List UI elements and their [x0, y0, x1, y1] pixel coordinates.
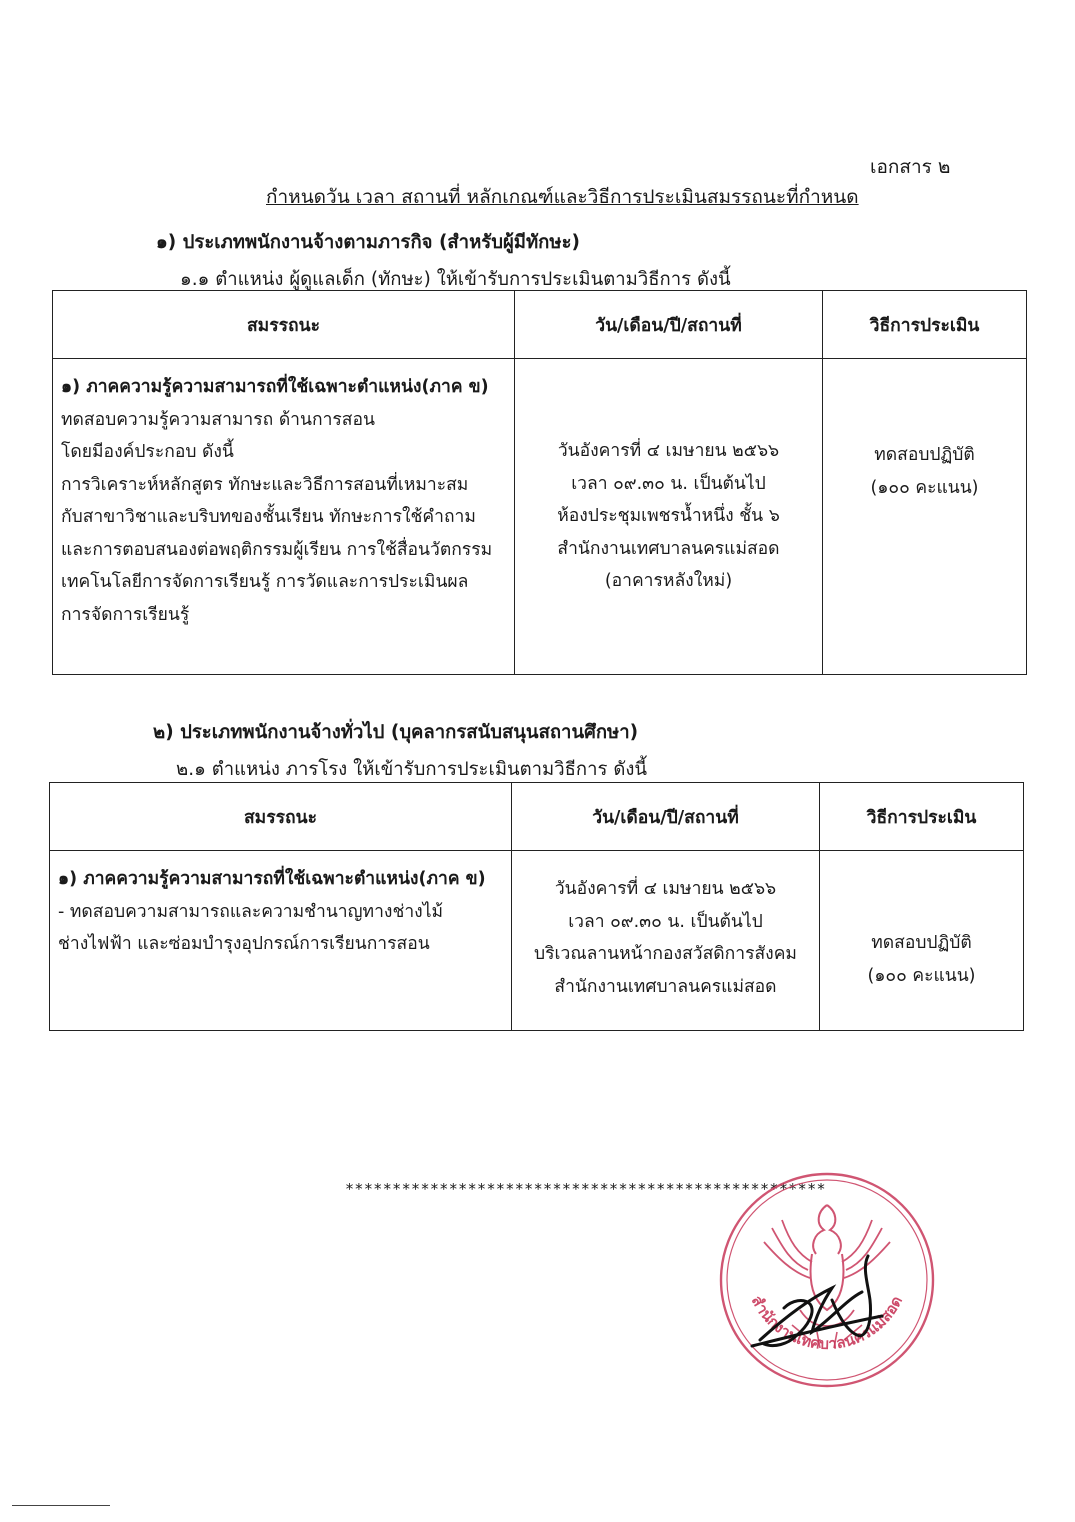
section1-subheading: ๑.๑ ตำแหน่ง ผู้ดูแลเด็ก (ทักษะ) ให้เข้ารับการประเมินตามวิธีการ ดังนี้ — [180, 269, 731, 290]
place-line: บริเวณลานหน้ากองสวัสดิการสังคม — [534, 944, 797, 964]
competency-title: ๑) ภาคความรู้ความสามารถที่ใช้เฉพาะตำแหน่ง(ภาค ข) — [61, 377, 489, 397]
bottom-margin-line — [12, 1505, 110, 1506]
section1-heading: ๑) ประเภทพนักงานจ้างตามภารกิจ (สำหรับผู้มีทักษะ) — [156, 232, 580, 253]
method-cell — [823, 359, 1027, 675]
table-header-row — [53, 291, 1027, 359]
place-line: สำนักงานเทศบาลนครแม่สอด — [554, 976, 777, 997]
header-competency: สมรรถนะ — [53, 291, 515, 359]
place-line: (อาคารหลังใหม่) — [604, 571, 733, 591]
competency-line: ทดสอบความรู้ความสามารถ ด้านการสอน — [61, 409, 375, 430]
table-row — [50, 851, 1024, 1031]
table-header-row — [50, 783, 1024, 851]
competency-line: และการตอบสนองต่อพฤติกรรมผู้เรียน การใช้สื่อนวัตกรรม — [61, 539, 493, 560]
header-method: วิธีการประเมิน — [823, 291, 1027, 359]
header-method: วิธีการประเมิน — [820, 783, 1024, 851]
competency-line: - ทดสอบความสามารถและความชำนาญทางช่างไม้ — [58, 901, 444, 922]
method-line: (๑๐๐ คะแนน) — [867, 965, 976, 986]
place-line: วันอังคารที่ ๔ เมษายน ๒๕๖๖ — [557, 441, 780, 461]
competency-cell — [50, 851, 512, 1031]
section2-table — [49, 782, 1024, 1031]
competency-line: การจัดการเรียนรู้ — [61, 604, 190, 625]
header-date-place: วัน/เดือน/ปี/สถานที่ — [515, 291, 823, 359]
competency-title: ๑) ภาคความรู้ความสามารถที่ใช้เฉพาะตำแหน่ง(ภาค ข) — [58, 869, 486, 889]
method-cell — [820, 851, 1024, 1031]
method-line: ทดสอบปฏิบัติ — [871, 933, 972, 953]
place-line: ห้องประชุมเพชรน้ำหนึ่ง ชั้น ๖ — [557, 506, 780, 526]
place-line: สำนักงานเทศบาลนครแม่สอด — [557, 538, 780, 559]
date-place-cell — [515, 359, 823, 675]
method-line: ทดสอบปฏิบัติ — [874, 445, 975, 465]
competency-cell — [53, 359, 515, 675]
document-code: เอกสาร ๒ — [870, 156, 951, 178]
competency-line: ช่างไฟฟ้า และซ่อมบำรุงอุปกรณ์การเรียนการสอน — [58, 934, 430, 954]
svg-text:สำนักงานเทศบาลนครแม่สอด — [748, 1293, 906, 1353]
place-line: เวลา ๐๙.๓๐ น. เป็นต้นไป — [571, 473, 766, 494]
place-line: เวลา ๐๙.๓๐ น. เป็นต้นไป — [568, 911, 763, 932]
section1-table — [52, 290, 1027, 675]
method-line: (๑๐๐ คะแนน) — [870, 477, 979, 498]
table-row — [53, 359, 1027, 675]
header-date-place: วัน/เดือน/ปี/สถานที่ — [512, 783, 820, 851]
section2-heading: ๒) ประเภทพนักงานจ้างทั่วไป (บุคลากรสนับสนุนสถานศึกษา) — [153, 722, 639, 743]
document-title: กำหนดวัน เวลา สถานที่ หลักเกณฑ์และวิธีการประเมินสมรรถนะที่กำหนด — [266, 186, 859, 208]
official-seal-stamp — [712, 1150, 942, 1410]
competency-line: กับสาขาวิชาและบริบทของชั้นเรียน ทักษะการใช้คำถาม — [61, 507, 476, 527]
section2-subheading: ๒.๑ ตำแหน่ง ภารโรง ให้เข้ารับการประเมินตามวิธีการ ดังนี้ — [176, 759, 648, 780]
end-separator: *************************************************** — [345, 1180, 826, 1198]
competency-line: เทคโนโลยีการจัดการเรียนรู้ การวัดและการประเมินผล — [61, 572, 469, 592]
competency-line: โดยมีองค์ประกอบ ดังนี้ — [61, 442, 234, 462]
seal-text: สำนักงานเทศบาลนครแม่สอด — [747, 1292, 906, 1353]
place-line: วันอังคารที่ ๔ เมษายน ๒๕๖๖ — [554, 879, 777, 899]
competency-line: การวิเคราะห์หลักสูตร ทักษะและวิธีการสอนที่เหมาะสม — [61, 474, 469, 495]
header-competency: สมรรถนะ — [50, 783, 512, 851]
date-place-cell — [512, 851, 820, 1031]
